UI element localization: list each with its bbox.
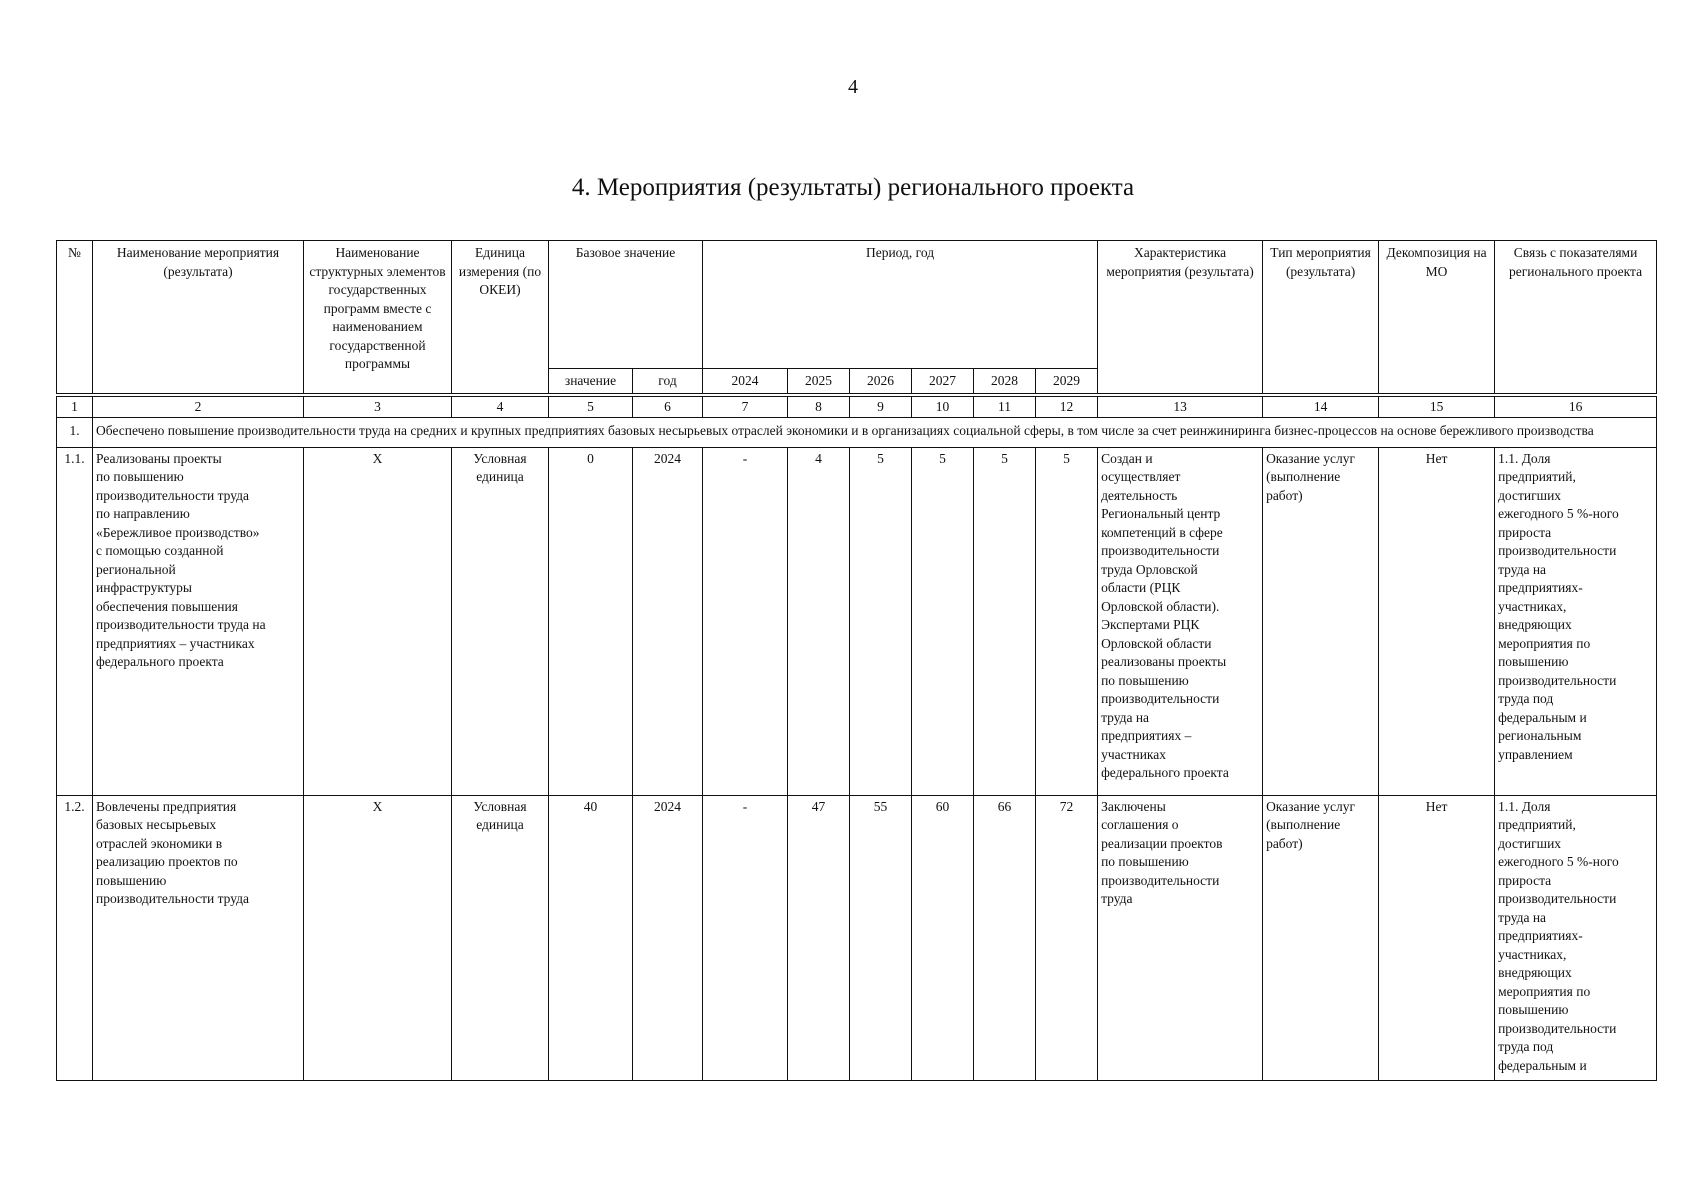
measures-table	[56, 240, 1657, 1081]
column-number: 12	[1036, 396, 1098, 418]
measure-characteristic: Заключены соглашения о реализации проектов по повышению производительности труда	[1098, 795, 1263, 1080]
header-name: Наименование мероприятия (результата)	[93, 241, 304, 394]
page-title: 4. Мероприятия (результаты) регионального проекта	[571, 174, 1135, 201]
column-number: 8	[788, 396, 850, 418]
column-number: 4	[452, 396, 549, 418]
header-base-year: год	[633, 369, 703, 394]
column-number: 9	[850, 396, 912, 418]
header-row-1	[57, 241, 1657, 369]
decomposition: Нет	[1379, 447, 1495, 795]
header-base-value: значение	[549, 369, 633, 394]
column-number: 10	[912, 396, 974, 418]
column-number: 6	[633, 396, 703, 418]
header-year-2025: 2025	[788, 369, 850, 394]
measure-name: Реализованы проекты по повышению производительности труда по направлению «Бережливое производство» с помощью созданной региональной инфраструктуры обеспечения повышения производительности труда на предприятиях – участниках федерального проекта	[93, 447, 304, 795]
row-number: 1.2.	[57, 795, 93, 1080]
column-number: 7	[703, 396, 788, 418]
column-number: 14	[1263, 396, 1379, 418]
structural-element: X	[304, 795, 452, 1080]
base-year: 2024	[633, 447, 703, 795]
column-number: 11	[974, 396, 1036, 418]
column-number: 3	[304, 396, 452, 418]
base-year: 2024	[633, 795, 703, 1080]
decomposition: Нет	[1379, 795, 1495, 1080]
column-number: 2	[93, 396, 304, 418]
header-base: Базовое значение	[549, 241, 703, 369]
value-2026: 5	[850, 447, 912, 795]
header-year-2024: 2024	[703, 369, 788, 394]
header-year-2027: 2027	[912, 369, 974, 394]
base-value: 40	[549, 795, 633, 1080]
value-2028: 5	[974, 447, 1036, 795]
value-2024: -	[703, 447, 788, 795]
value-2029: 72	[1036, 795, 1098, 1080]
header-year-2028: 2028	[974, 369, 1036, 394]
header-period: Период, год	[703, 241, 1098, 369]
header-decomposition: Декомпозиция на МО	[1379, 241, 1495, 394]
table-row	[57, 447, 1657, 795]
value-2027: 60	[912, 795, 974, 1080]
value-2027: 5	[912, 447, 974, 795]
indicator-link: 1.1. Доля предприятий, достигших ежегодного 5 %-ного прироста производительности труда на предприятиях- участниках, внедряющих мероприятия по повышению производительности труда под федеральным и	[1495, 795, 1657, 1080]
column-number: 13	[1098, 396, 1263, 418]
column-number: 1	[57, 396, 93, 418]
header-characteristic: Характеристика мероприятия (результата)	[1098, 241, 1263, 394]
column-number: 5	[549, 396, 633, 418]
structural-element: X	[304, 447, 452, 795]
value-2029: 5	[1036, 447, 1098, 795]
measure-type: Оказание услуг (выполнение работ)	[1263, 795, 1379, 1080]
value-2026: 55	[850, 795, 912, 1080]
indicator-link: 1.1. Доля предприятий, достигших ежегодного 5 %-ного прироста производительности труда на предприятиях- участниках, внедряющих мероприятия по повышению производительности труда под федеральным и региональным управлением	[1495, 447, 1657, 795]
page-number: 4	[848, 76, 858, 98]
value-2024: -	[703, 795, 788, 1080]
table-row	[57, 795, 1657, 1080]
header-year-2026: 2026	[850, 369, 912, 394]
value-2028: 66	[974, 795, 1036, 1080]
measure-name: Вовлечены предприятия базовых несырьевых отраслей экономики в реализацию проектов по повышению производительности труда	[93, 795, 304, 1080]
section-title: Обеспечено повышение производительности труда на средних и крупных предприятиях базовых несырьевых отраслей экономики и в организациях социальной сферы, в том числе за счет реинжиниринга бизнес-процессов на основе бережливого производства	[93, 418, 1657, 448]
section-number: 1.	[57, 418, 93, 448]
header-year-2029: 2029	[1036, 369, 1098, 394]
header-no: №	[57, 241, 93, 394]
header-link: Связь с показателями регионального проекта	[1495, 241, 1657, 394]
base-value: 0	[549, 447, 633, 795]
unit: Условная единица	[452, 447, 549, 795]
measure-type: Оказание услуг (выполнение работ)	[1263, 447, 1379, 795]
header-unit: Единица измерения (по ОКЕИ)	[452, 241, 549, 394]
measure-characteristic: Создан и осуществляет деятельность Региональный центр компетенций в сфере производительности труда Орловской области (РЦК Орловской области). Экспертами РЦК Орловской области реализованы проекты по повышению производительности труда на предприятиях – участниках федерального проекта	[1098, 447, 1263, 795]
section-row	[57, 418, 1657, 448]
unit: Условная единица	[452, 795, 549, 1080]
row-number: 1.1.	[57, 447, 93, 795]
header-type: Тип мероприятия (результата)	[1263, 241, 1379, 394]
value-2025: 4	[788, 447, 850, 795]
column-number: 16	[1495, 396, 1657, 418]
column-number-row	[57, 396, 1657, 418]
column-number: 15	[1379, 396, 1495, 418]
value-2025: 47	[788, 795, 850, 1080]
header-struct: Наименование структурных элементов государственных программ вместе с наименованием государственной программы	[304, 241, 452, 394]
